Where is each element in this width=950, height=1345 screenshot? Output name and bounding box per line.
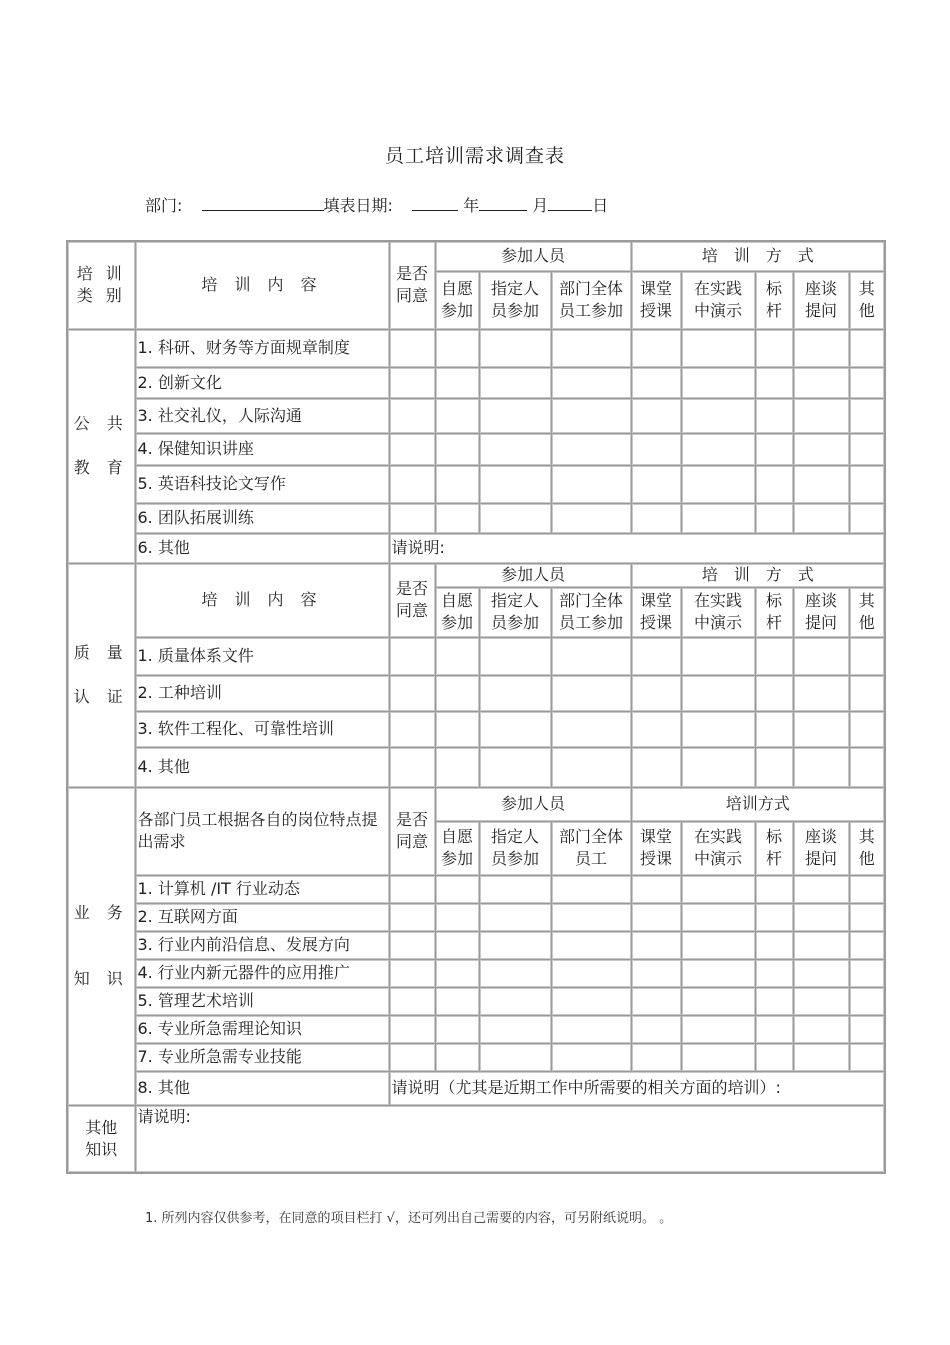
checkbox-cell[interactable] [435,465,479,503]
voluntary-header: 自愿 参加 [435,821,479,875]
checkbox-cell[interactable] [551,675,631,711]
checkbox-cell[interactable] [681,503,755,533]
checkbox-cell[interactable] [631,711,681,747]
day-field[interactable] [548,196,592,211]
checkbox-cell[interactable] [435,398,479,433]
training-item: 1. 质量体系文件 [135,637,389,675]
checkbox-cell[interactable] [849,329,885,367]
checkbox-cell[interactable] [551,903,631,931]
checkbox-cell[interactable] [631,1043,681,1071]
month-field[interactable] [479,196,527,211]
checkbox-cell[interactable] [793,903,849,931]
other-header: 其 他 [849,271,885,329]
checkbox-cell[interactable] [479,1015,551,1043]
checkbox-cell[interactable] [849,987,885,1015]
checkbox-cell[interactable] [631,398,681,433]
checkbox-cell[interactable] [681,711,755,747]
checkbox-cell[interactable] [755,711,793,747]
checkbox-cell[interactable] [479,931,551,959]
training-item: 5. 英语科技论文写作 [135,465,389,503]
category-other-knowledge: 其他 知识 [67,1105,135,1173]
checkbox-cell[interactable] [755,903,793,931]
checkbox-cell[interactable] [755,931,793,959]
checkbox-cell[interactable] [479,503,551,533]
checkbox-cell[interactable] [631,465,681,503]
checkbox-cell[interactable] [479,959,551,987]
checkbox-cell[interactable] [681,329,755,367]
checkbox-cell[interactable] [479,675,551,711]
checkbox-cell[interactable] [681,433,755,465]
checkbox-cell[interactable] [849,433,885,465]
checkbox-cell[interactable] [435,747,479,787]
checkbox-cell[interactable] [681,931,755,959]
checkbox-cell[interactable] [551,433,631,465]
day-label: 日 [592,196,609,215]
checkbox-cell[interactable] [631,329,681,367]
checkbox-cell[interactable] [681,959,755,987]
training-item: 4. 保健知识讲座 [135,433,389,465]
checkbox-cell[interactable] [681,465,755,503]
checkbox-cell[interactable] [681,747,755,787]
agree-cell[interactable] [389,675,435,711]
whole-dept-header: 部门全体 员工参加 [551,587,631,637]
training-item: 3. 软件工程化、可靠性培训 [135,711,389,747]
page-title: 员工培训需求调查表 [384,145,565,167]
checkbox-cell[interactable] [435,987,479,1015]
checkbox-cell[interactable] [479,1043,551,1071]
checkbox-cell[interactable] [479,465,551,503]
checkbox-cell[interactable] [755,1043,793,1071]
checkbox-cell[interactable] [551,367,631,398]
category-public-education: 公 共 教 育 [67,329,135,563]
fill-date-label: 填表日期: [323,196,393,215]
checkbox-cell[interactable] [849,503,885,533]
checkbox-cell[interactable] [681,903,755,931]
checkbox-cell[interactable] [755,465,793,503]
checkbox-cell[interactable] [793,711,849,747]
training-item: 5. 管理艺术培训 [135,987,389,1015]
checkbox-cell[interactable] [793,675,849,711]
month-label: 月 [532,196,549,215]
training-item: 6. 专业所急需理论知识 [135,1015,389,1043]
checkbox-cell[interactable] [551,875,631,903]
training-item: 2. 互联网方面 [135,903,389,931]
checkbox-cell[interactable] [849,711,885,747]
agree-cell[interactable] [389,747,435,787]
methods-header: 培 训 方 式 [631,241,885,271]
agree-cell[interactable] [389,711,435,747]
content-header: 培 训 内 容 [135,563,389,637]
checkbox-cell[interactable] [755,398,793,433]
agree-cell[interactable] [389,903,435,931]
classroom-header: 课堂 授课 [631,821,681,875]
agree-header: 是否 同意 [389,787,435,875]
methods-header: 培训方式 [631,787,885,821]
checkbox-cell[interactable] [435,433,479,465]
checkbox-cell[interactable] [793,931,849,959]
methods-header: 培 训 方 式 [631,563,885,587]
checkbox-cell[interactable] [755,959,793,987]
checkbox-cell[interactable] [681,398,755,433]
checkbox-cell[interactable] [793,433,849,465]
footnote: 1. 所列内容仅供参考，在同意的项目栏打 √，还可列出自己需要的内容，可另附纸说明。 。 [145,1211,673,1226]
training-item: 3. 行业内前沿信息、发展方向 [135,931,389,959]
explain-field[interactable]: 请说明（尤其是近期工作中所需要的相关方面的培训）: [389,1071,885,1105]
checkbox-cell[interactable] [479,329,551,367]
agree-cell[interactable] [389,503,435,533]
checkbox-cell[interactable] [551,329,631,367]
checkbox-cell[interactable] [681,1015,755,1043]
agree-cell[interactable] [389,637,435,675]
whole-dept-header: 部门全体 员工 [551,821,631,875]
checkbox-cell[interactable] [551,711,631,747]
training-item: 1. 科研、财务等方面规章制度 [135,329,389,367]
checkbox-cell[interactable] [479,875,551,903]
agree-cell[interactable] [389,987,435,1015]
participants-header: 参加人员 [435,563,631,587]
checkbox-cell[interactable] [755,329,793,367]
checkbox-cell[interactable] [755,747,793,787]
checkbox-cell[interactable] [631,433,681,465]
checkbox-cell[interactable] [631,875,681,903]
checkbox-cell[interactable] [681,987,755,1015]
checkbox-cell[interactable] [849,1043,885,1071]
year-field[interactable] [412,196,458,211]
training-item: 4. 其他 [135,747,389,787]
benchmark-header: 标 杆 [755,271,793,329]
checkbox-cell[interactable] [681,875,755,903]
checkbox-cell[interactable] [435,1015,479,1043]
other-header: 其 他 [849,587,885,637]
dept-field[interactable] [202,196,324,211]
checkbox-cell[interactable] [479,903,551,931]
checkbox-cell[interactable] [793,875,849,903]
dept-label: 部门: [145,196,183,215]
checkbox-cell[interactable] [479,367,551,398]
checkbox-cell[interactable] [755,433,793,465]
checkbox-cell[interactable] [551,1015,631,1043]
content-header: 培 训 内 容 [135,241,389,329]
training-item: 1. 计算机 /IT 行业动态 [135,875,389,903]
agree-cell[interactable] [389,1043,435,1071]
checkbox-cell[interactable] [793,465,849,503]
voluntary-header: 自愿 参加 [435,587,479,637]
classroom-header: 课堂 授课 [631,587,681,637]
training-item: 3. 社交礼仪，人际沟通 [135,398,389,433]
participants-header: 参加人员 [435,787,631,821]
checkbox-cell[interactable] [755,367,793,398]
checkbox-cell[interactable] [849,398,885,433]
category-header: 培 训 类 别 [67,241,135,329]
checkbox-cell[interactable] [849,903,885,931]
checkbox-cell[interactable] [631,503,681,533]
checkbox-cell[interactable] [755,637,793,675]
practice-header: 在实践 中演示 [681,587,755,637]
checkbox-cell[interactable] [849,465,885,503]
designated-header: 指定人 员参加 [479,587,551,637]
agree-cell[interactable] [389,959,435,987]
checkbox-cell[interactable] [435,675,479,711]
checkbox-cell[interactable] [681,367,755,398]
agree-cell[interactable] [389,367,435,398]
checkbox-cell[interactable] [479,711,551,747]
designated-header: 指定人 员参加 [479,271,551,329]
checkbox-cell[interactable] [793,1015,849,1043]
checkbox-cell[interactable] [435,637,479,675]
checkbox-cell[interactable] [551,398,631,433]
survey-table [66,240,886,1174]
designated-header: 指定人 员参加 [479,821,551,875]
benchmark-header: 标 杆 [755,587,793,637]
checkbox-cell[interactable] [631,675,681,711]
checkbox-cell[interactable] [435,711,479,747]
checkbox-cell[interactable] [681,637,755,675]
checkbox-cell[interactable] [551,747,631,787]
classroom-header: 课堂 授课 [631,271,681,329]
training-item: 6. 团队拓展训练 [135,503,389,533]
checkbox-cell[interactable] [479,987,551,1015]
checkbox-cell[interactable] [793,367,849,398]
agree-cell[interactable] [389,329,435,367]
checkbox-cell[interactable] [793,398,849,433]
checkbox-cell[interactable] [631,747,681,787]
checkbox-cell[interactable] [849,959,885,987]
checkbox-cell[interactable] [849,875,885,903]
checkbox-cell[interactable] [551,987,631,1015]
checkbox-cell[interactable] [435,875,479,903]
training-item: 4. 行业内新元器件的应用推广 [135,959,389,987]
checkbox-cell[interactable] [435,503,479,533]
discussion-header: 座谈 提问 [793,587,849,637]
checkbox-cell[interactable] [793,503,849,533]
agree-cell[interactable] [389,1015,435,1043]
checkbox-cell[interactable] [849,675,885,711]
agree-cell[interactable] [389,433,435,465]
discussion-header: 座谈 提问 [793,821,849,875]
training-item: 7. 专业所急需专业技能 [135,1043,389,1071]
checkbox-cell[interactable] [551,465,631,503]
checkbox-cell[interactable] [755,875,793,903]
benchmark-header: 标 杆 [755,821,793,875]
checkbox-cell[interactable] [849,931,885,959]
checkbox-cell[interactable] [479,747,551,787]
checkbox-cell[interactable] [435,931,479,959]
checkbox-cell[interactable] [631,367,681,398]
checkbox-cell[interactable] [479,637,551,675]
practice-header: 在实践 中演示 [681,821,755,875]
checkbox-cell[interactable] [755,987,793,1015]
voluntary-header: 自愿 参加 [435,271,479,329]
category-business-knowledge: 业 务 知 识 [67,787,135,1105]
checkbox-cell[interactable] [551,1043,631,1071]
participants-header: 参加人员 [435,241,631,271]
checkbox-cell[interactable] [551,959,631,987]
checkbox-cell[interactable] [793,959,849,987]
agree-header: 是否 同意 [389,241,435,329]
checkbox-cell[interactable] [849,747,885,787]
checkbox-cell[interactable] [849,1015,885,1043]
checkbox-cell[interactable] [479,433,551,465]
checkbox-cell[interactable] [849,637,885,675]
checkbox-cell[interactable] [435,1043,479,1071]
checkbox-cell[interactable] [435,329,479,367]
checkbox-cell[interactable] [681,675,755,711]
checkbox-cell[interactable] [435,959,479,987]
checkbox-cell[interactable] [755,1015,793,1043]
year-label: 年 [463,196,480,215]
checkbox-cell[interactable] [631,1015,681,1043]
checkbox-cell[interactable] [849,367,885,398]
whole-dept-header: 部门全体 员工参加 [551,271,631,329]
checkbox-cell[interactable] [793,637,849,675]
checkbox-cell[interactable] [551,637,631,675]
explain-field[interactable]: 请说明: [135,1105,885,1173]
checkbox-cell[interactable] [551,931,631,959]
checkbox-cell[interactable] [631,637,681,675]
checkbox-cell[interactable] [793,329,849,367]
agree-cell[interactable] [389,931,435,959]
agree-cell[interactable] [389,465,435,503]
form-meta [145,193,608,216]
agree-cell[interactable] [389,398,435,433]
training-item-other: 6. 其他 [135,533,389,563]
category-quality-certification: 质 量 认 证 [67,563,135,787]
checkbox-cell[interactable] [681,1043,755,1071]
checkbox-cell[interactable] [479,398,551,433]
agree-cell[interactable] [389,875,435,903]
other-header: 其 他 [849,821,885,875]
checkbox-cell[interactable] [631,903,681,931]
checkbox-cell[interactable] [631,987,681,1015]
checkbox-cell[interactable] [793,987,849,1015]
checkbox-cell[interactable] [631,959,681,987]
checkbox-cell[interactable] [551,503,631,533]
checkbox-cell[interactable] [435,903,479,931]
checkbox-cell[interactable] [793,747,849,787]
checkbox-cell[interactable] [793,1043,849,1071]
practice-header: 在实践 中演示 [681,271,755,329]
training-item-other: 8. 其他 [135,1071,389,1105]
checkbox-cell[interactable] [435,367,479,398]
training-item: 2. 工种培训 [135,675,389,711]
checkbox-cell[interactable] [755,503,793,533]
checkbox-cell[interactable] [631,931,681,959]
explain-field[interactable]: 请说明: [389,533,885,563]
training-item: 2. 创新文化 [135,367,389,398]
checkbox-cell[interactable] [755,675,793,711]
discussion-header: 座谈 提问 [793,271,849,329]
agree-header: 是否 同意 [389,563,435,637]
business-intro: 各部门员工根据各自的岗位特点提出需求 [135,787,389,875]
